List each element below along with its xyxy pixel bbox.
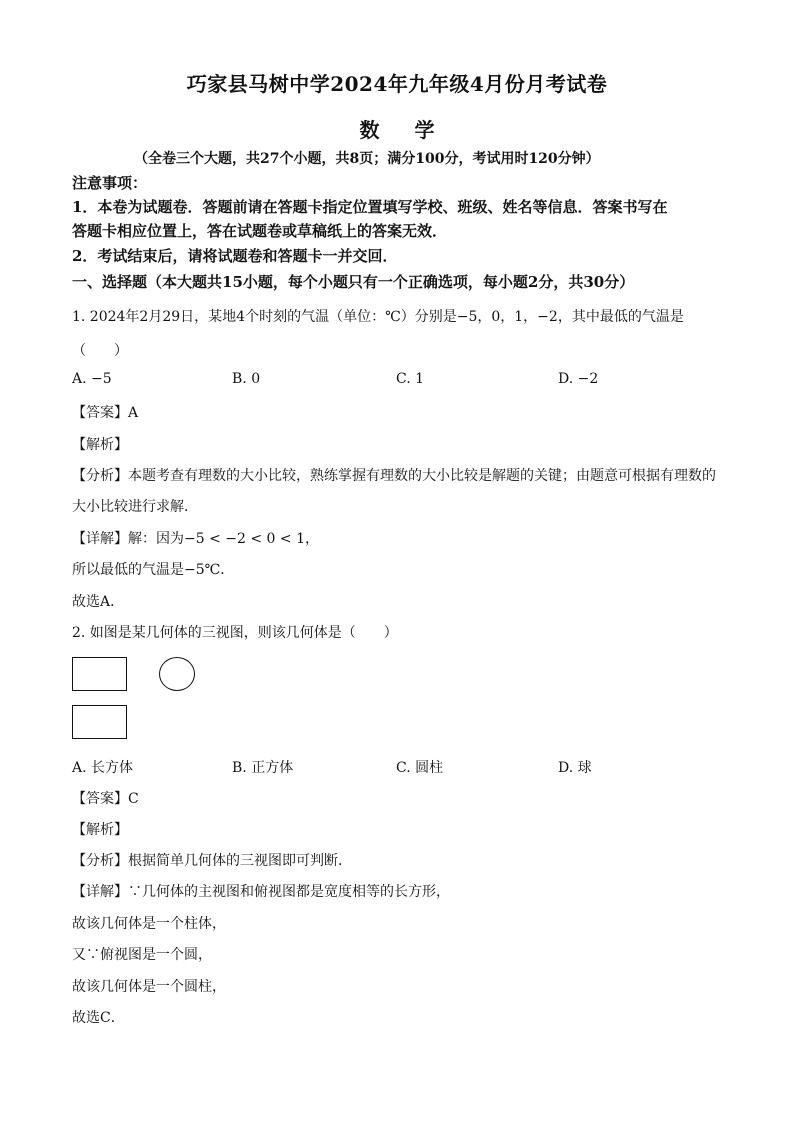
q1-option-b: B. 0 (232, 371, 261, 387)
exam-title: 巧家县马树中学2024年九年级4月份月考试卷 (186, 72, 608, 96)
q1-option-a: A. −5 (72, 371, 112, 387)
q1-analysis-label: 【解析】 (72, 437, 128, 453)
q2-detail-line-2: 故该几何体是一个柱体， (72, 916, 226, 932)
q2-stem: 2. 如图是某几何体的三视图，则该几何体是（ ） (72, 625, 398, 641)
side-view-circle (159, 657, 195, 691)
q1-option-d: D. −2 (558, 371, 599, 387)
q2-option-c: C. 圆柱 (396, 760, 444, 776)
q1-stem-line-2: （ ） (72, 343, 128, 359)
note-item-1-line-2: 答题卡相应位置上，答在试题卷或草稿纸上的答案无效． (72, 222, 448, 240)
q2-choose: 故选C． (72, 1010, 125, 1026)
q1-stem-line-1: 1. 2024年2月29日，某地4个时刻的气温（单位：℃）分别是−5，0，1，−2，其中最低的气温是 (72, 309, 684, 325)
q2-option-b: B. 正方体 (232, 760, 294, 776)
q1-choose: 故选A． (72, 594, 125, 610)
q2-option-d: D. 球 (558, 760, 592, 776)
q2-answer: 【答案】C (72, 791, 139, 807)
section-1-heading: 一、选择题（本大题共15小题，每个小题只有一个正确选项，每小题2分，共30分） (72, 273, 635, 291)
subject-title: 数 学 (359, 118, 449, 142)
q1-answer: 【答案】A (72, 405, 139, 421)
q1-fenxi-line-2: 大小比较进行求解． (72, 499, 198, 515)
q2-option-a: A. 长方体 (72, 760, 134, 776)
front-view-rectangle (72, 657, 127, 691)
note-item-2: 2．考试结束后，请将试题卷和答题卡一并交回． (72, 247, 398, 265)
note-item-1-line-1: 1．本卷为试题卷．答题前请在答题卡指定位置填写学校、班级、姓名等信息．答案书写在 (72, 198, 668, 216)
q2-fenxi: 【分析】根据简单几何体的三视图即可判断. (72, 853, 343, 869)
q2-detail-line-4: 故该几何体是一个圆柱， (72, 979, 226, 995)
q2-detail-line-3: 又∵俯视图是一个圆， (72, 947, 212, 963)
exam-info: （全卷三个大题，共27个小题，共8页；满分100分，考试用时120分钟） (134, 151, 600, 167)
notes-heading: 注意事项： (72, 174, 148, 192)
q1-detail: 【详解】解：因为−5 < −2 < 0 < 1， (72, 531, 319, 547)
q2-analysis-label: 【解析】 (72, 822, 128, 838)
q1-fenxi-line-1: 【分析】本题考查有理数的大小比较，熟练掌握有理数的大小比较是解题的关键；由题意可根据有理数的 (72, 468, 716, 484)
top-view-rectangle (72, 705, 127, 739)
q1-option-c: C. 1 (396, 371, 425, 387)
q2-detail: 【详解】∵几何体的主视图和俯视图都是宽度相等的长方形， (72, 884, 450, 900)
q1-detail-line-2: 所以最低的气温是−5℃． (72, 562, 235, 578)
